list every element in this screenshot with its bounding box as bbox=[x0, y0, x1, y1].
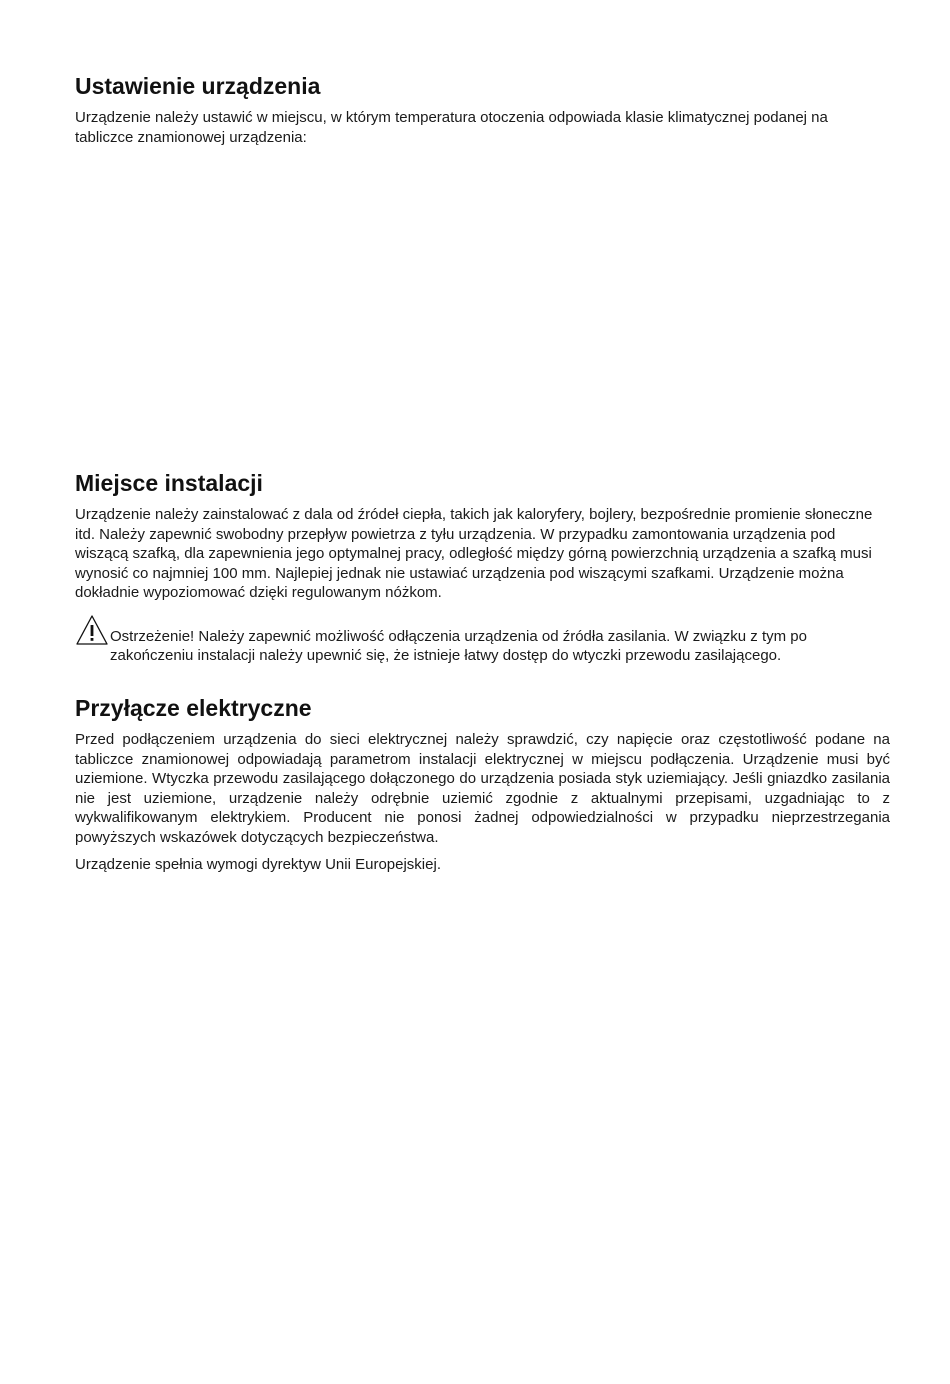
paragraph-compliance: Urządzenie spełnia wymogi dyrektyw Unii Europejskiej. bbox=[75, 856, 441, 873]
section-location bbox=[75, 469, 890, 681]
warning-triangle-icon bbox=[75, 614, 109, 648]
section-placement bbox=[75, 72, 890, 147]
section-electrical bbox=[75, 694, 890, 875]
paragraph-electrical: Przed podłączeniem urządzenia do sieci elektrycznej należy sprawdzić, czy napięcie oraz częstotliwość podane na tabliczce znamionowej odpowiadają parametrom instalacji elektrycznej w miejscu podłączenia. Urządzenie musi być uziemione. Wtyczka przewodu zasilającego dołączonego do urządzenia posiada styk uziemiający. Jeśli gniazdko zasilania nie jest uziemione, urządzenie należy odrębnie uziemić zgodnie z aktualnymi przepisami, uzgadniając to z wykwalifikowanym elektrykiem. Producent nie ponosi żadnej odpowiedzialności w przypadku nieprzestrzegania powyższych wskazówek dotyczących bezpieczeństwa. bbox=[75, 731, 890, 846]
heading-location: Miejsce instalacji bbox=[75, 470, 263, 496]
paragraph-location: Urządzenie należy zainstalować z dala od źródeł ciepła, takich jak kaloryfery, bojlery, bezpośrednie promienie słoneczne itd. Należy zapewnić swobodny przepływ powietrza z tyłu urządzenia. W przypadku zamontowania urządzenia pod wiszącą szafką, dla zapewnienia jego optymalnej pracy, odległość między górną powierzchnią urządzenia a szafką musi wynosić co najmniej 100 mm. Najlepiej jednak nie ustawiać urządzenia pod wiszącymi szafkami. Urządzenie można dokładnie wypoziomować dzięki regulowanym nóżkom. bbox=[75, 506, 873, 601]
heading-electrical: Przyłącze elektryczne bbox=[75, 695, 312, 721]
warning-notice bbox=[75, 612, 890, 681]
heading-placement: Ustawienie urządzenia bbox=[75, 73, 321, 99]
paragraph-placement: Urządzenie należy ustawić w miejscu, w którym temperatura otoczenia odpowiada klasie klimatycznej podanej na tabliczce znamionowej urządzenia: bbox=[75, 109, 828, 146]
warning-text: Ostrzeżenie! Należy zapewnić możliwość odłączenia urządzenia od źródła zasilania. W związku z tym po zakończeniu instalacji należy upewnić się, że istnieje łatwy dostęp do wtyczki przewodu zasilającego. bbox=[110, 627, 807, 664]
